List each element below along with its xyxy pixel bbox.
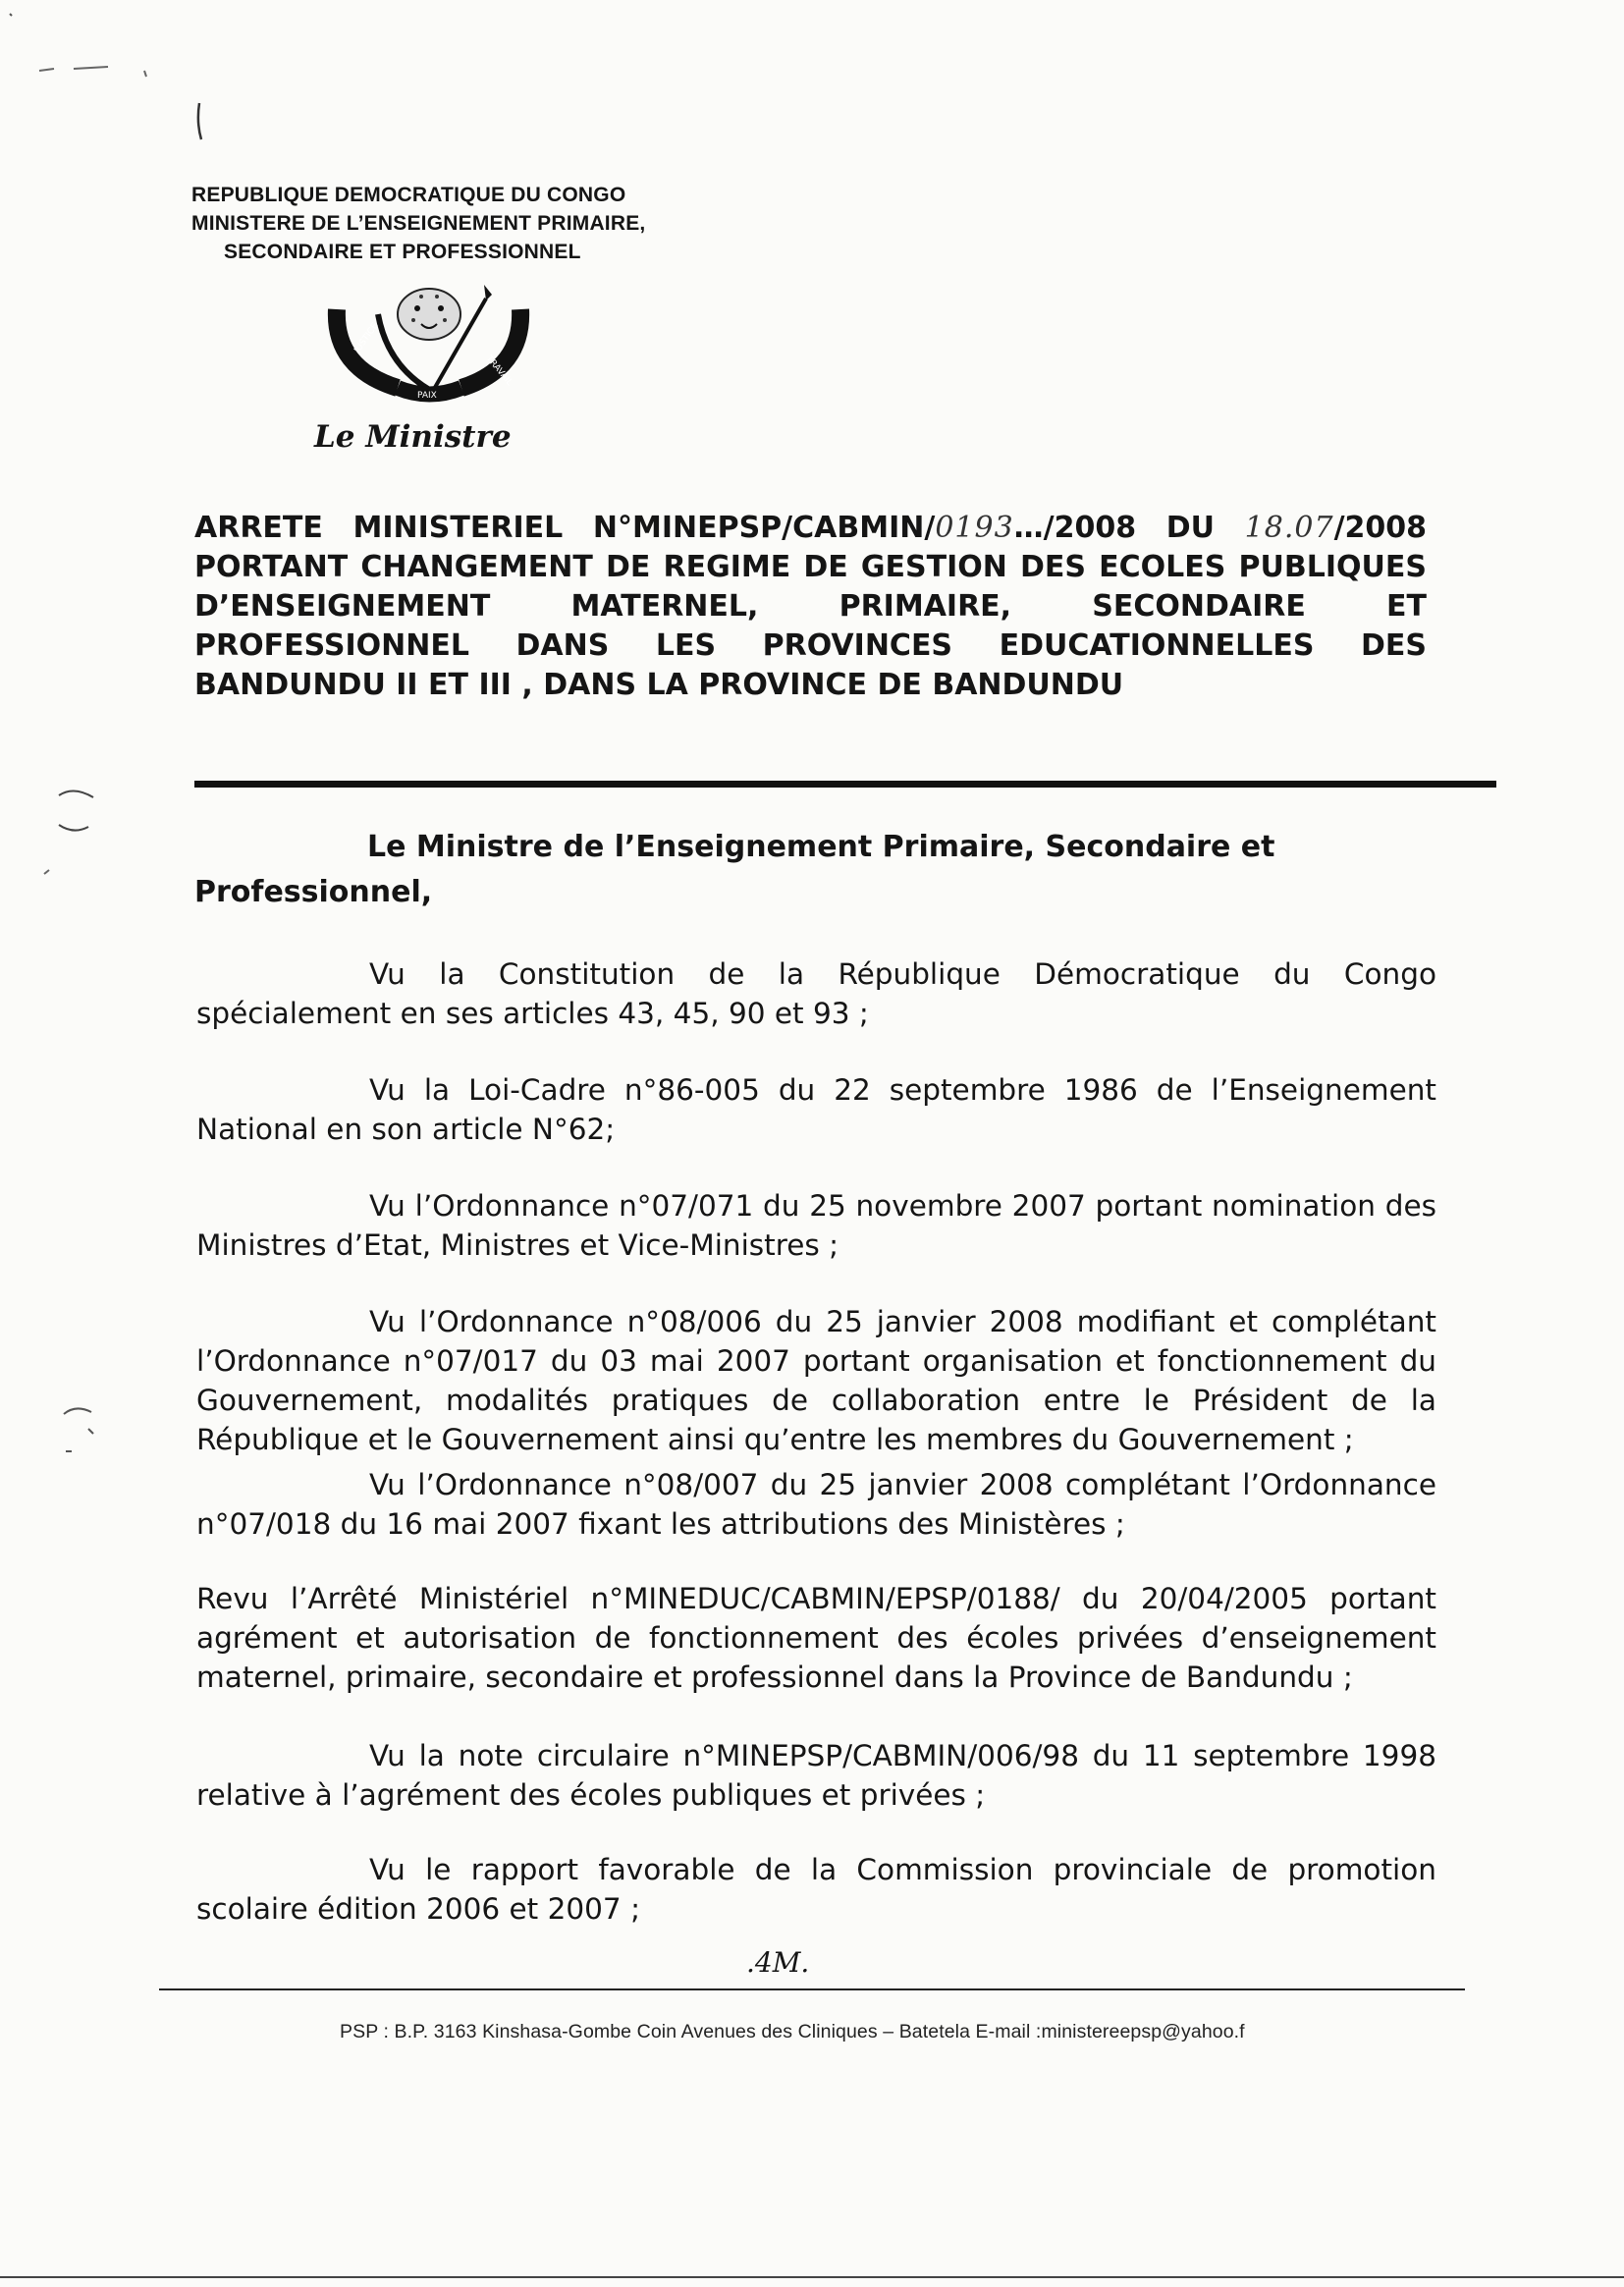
paragraph-rapport: Vu le rapport favorable de la Commission provinciale de promotion scolaire édition 2006 et 2007 ; xyxy=(196,1853,1436,1926)
handwritten-initials: .4M. xyxy=(746,1946,810,1979)
paragraph-ordonnance-007: Vu l’Ordonnance n°08/007 du 25 janvier 2008 complétant l’Ordonnance n°07/018 du 16 mai 2007 fixant les attributions des Ministères ; xyxy=(196,1468,1436,1541)
paragraph-note-circulaire: Vu la note circulaire n°MINEPSP/CABMIN/006/98 du 11 septembre 1998 relative à l’agrément des écoles publiques et privées ; xyxy=(196,1739,1436,1812)
issuer-line2: Professionnel, xyxy=(194,875,433,909)
motto-paix: PAIX xyxy=(417,391,437,401)
paragraph-ordonnance-006: Vu l’Ordonnance n°08/006 du 25 janvier 2008 modifiant et complétant l’Ordonnance n°07/017 du 03 mai 2007 portant organisation et fonctionnement du Gouvernement, modalités pratiques de collaboration entre le Président de la République et le Gouvernement ainsi qu’entre les membres du Gouvernement ; xyxy=(196,1305,1436,1456)
letterhead xyxy=(191,181,645,266)
paragraph-loi-cadre: Vu la Loi-Cadre n°86-005 du 22 septembre 1986 de l’Enseignement National en son article N°62; xyxy=(196,1073,1436,1146)
decree-number-handwritten: 0193 xyxy=(935,511,1014,545)
decree-date-handwritten: 18.07 xyxy=(1244,511,1334,545)
scan-marks-margin xyxy=(39,776,98,894)
paragraph-arrete-revu: Revu l’Arrêté Ministériel n°MINEDUC/CABMIN/EPSP/0188/ du 20/04/2005 portant agrément et autorisation de fonctionnement des écoles privées d’enseignement maternel, primaire, secondaire et professionnel dans la Province de Bandundu ; xyxy=(196,1582,1436,1694)
letterhead-republic: REPUBLIQUE DEMOCRATIQUE DU CONGO xyxy=(191,184,626,206)
issuer xyxy=(194,825,1392,915)
title-divider xyxy=(194,781,1496,788)
letterhead-ministry: MINISTERE DE L’ENSEIGNEMENT PRIMAIRE, xyxy=(191,212,646,235)
decree-title xyxy=(194,509,1427,705)
scan-marks-top xyxy=(0,0,216,157)
page-bottom-edge xyxy=(0,2276,1624,2278)
paragraph-ordonnance-071: Vu l’Ordonnance n°07/071 du 25 novembre 2007 portant nomination des Ministres d’Etat, Ministres et Vice-Ministres ; xyxy=(196,1189,1436,1262)
letterhead-ministry-cont: SECONDAIRE ET PROFESSIONNEL xyxy=(224,241,581,263)
issuer-line1: Le Ministre de l’Enseignement Primaire, Secondaire et xyxy=(367,830,1275,864)
coat-of-arms-icon xyxy=(319,275,540,408)
decree-title-part3: /2008 PORTANT CHANGEMENT DE REGIME DE GESTION DES ECOLES PUBLIQUES D’ENSEIGNEMENT MATERNEL, PRIMAIRE, SECONDAIRE ET PROFESSIONNEL DANS LES PROVINCES EDUCATIONNELLES DES BANDUNDU II ET III , DANS LA PROVINCE DE BANDUNDU xyxy=(194,511,1428,702)
decree-title-part1: ARRETE MINISTERIEL N°MINEPSP/CABMIN/ xyxy=(194,511,936,545)
decree-title-part2: …/2008 DU xyxy=(1013,511,1245,545)
footer-address: PSP : B.P. 3163 Kinshasa-Gombe Coin Avenues des Cliniques – Batetela E-mail :ministereepsp@yahoo.f xyxy=(340,2021,1245,2042)
minister-title: Le Ministre xyxy=(314,419,512,455)
motto-justice: JUSTICE xyxy=(352,321,381,355)
paragraph-constitution: Vu la Constitution de la République Démocratique du Congo spécialement en ses articles 43, 45, 90 et 93 ; xyxy=(196,957,1436,1030)
scan-marks-margin-lower xyxy=(54,1394,103,1463)
motto-travail: TRAVAIL xyxy=(483,354,514,388)
footer-divider xyxy=(159,1988,1465,1990)
